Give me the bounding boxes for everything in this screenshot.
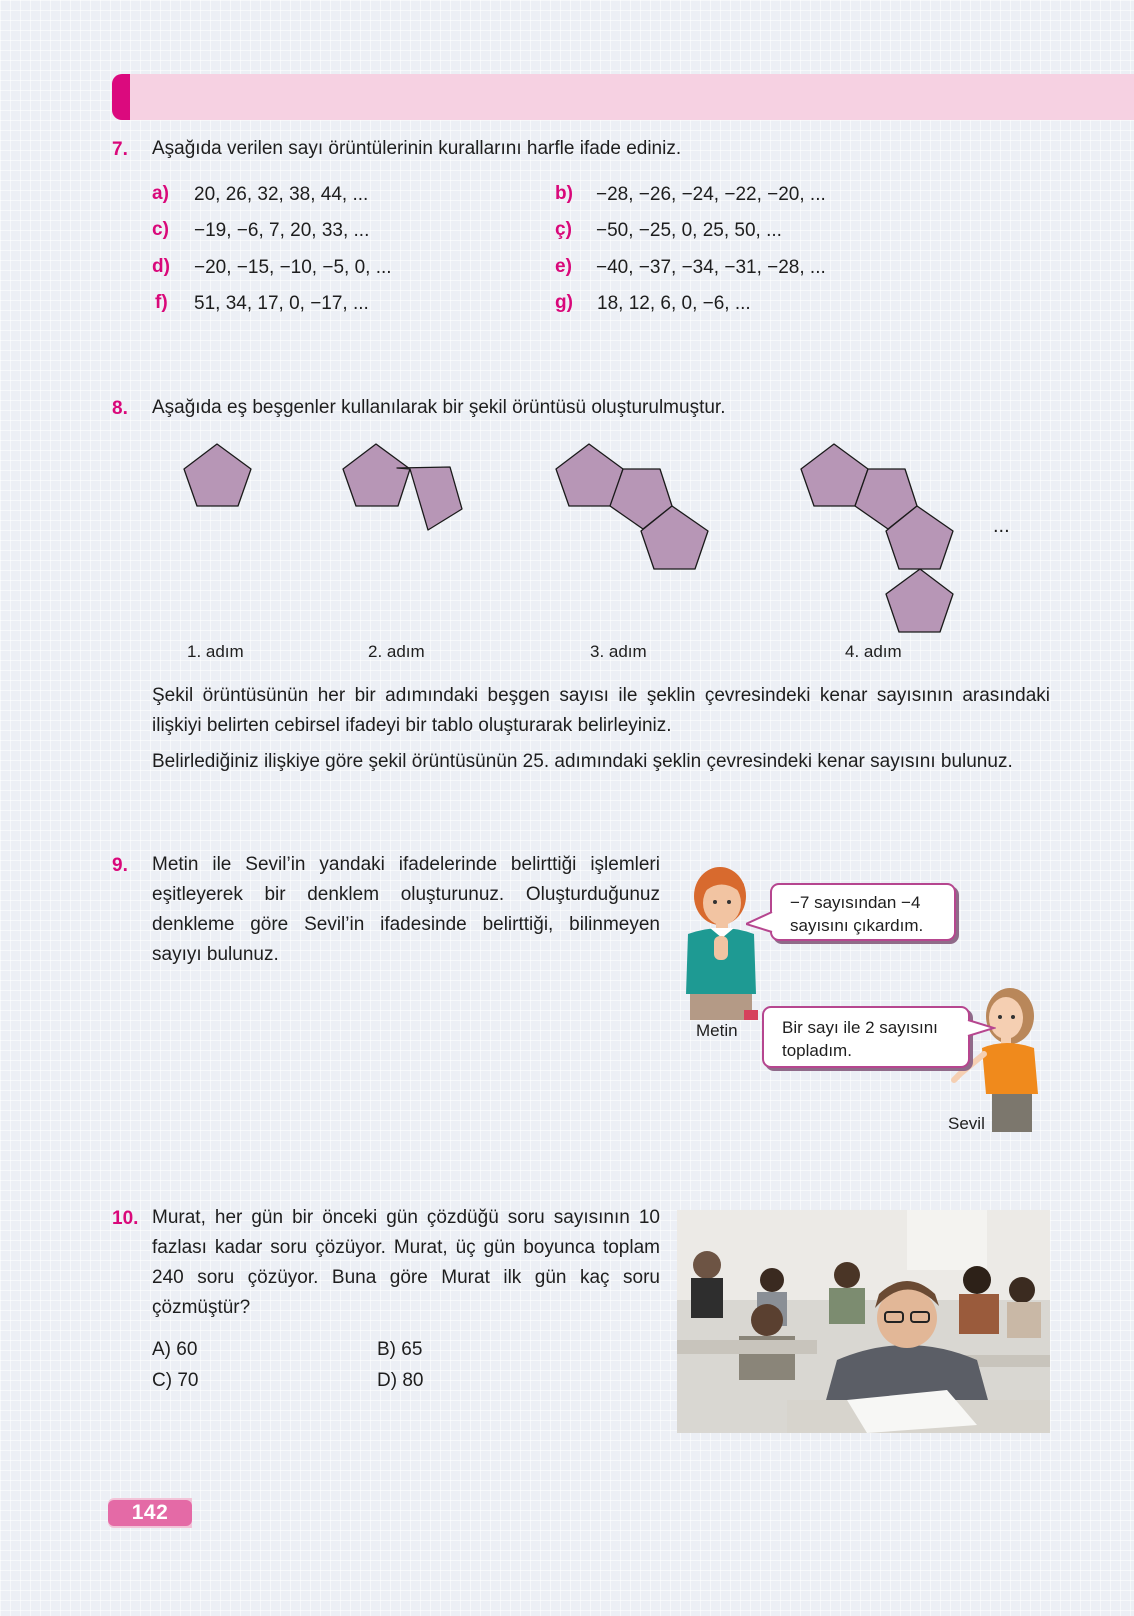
page-number: 142 bbox=[108, 1500, 192, 1526]
metin-name: Metin bbox=[696, 1021, 738, 1040]
q7-label-cc: ç) bbox=[555, 219, 572, 240]
q7-label-f: f) bbox=[155, 292, 168, 313]
q7-label-d: d) bbox=[152, 256, 170, 277]
question-7-number: 7. bbox=[112, 139, 128, 160]
q7-value-f: 51, 34, 17, 0, −17, ... bbox=[194, 293, 369, 314]
question-8-paragraph-2: Belirlediğiniz ilişkiye göre şekil örüntüsünün 25. adımındaki şeklin çevresindeki kenar sayısını bulunuz. bbox=[152, 751, 1013, 772]
option-a: A) 60 bbox=[152, 1339, 198, 1360]
metin-bubble-tail bbox=[746, 912, 774, 934]
q7-label-g: g) bbox=[555, 292, 573, 313]
option-d: D) 80 bbox=[377, 1370, 424, 1391]
option-c: C) 70 bbox=[152, 1370, 199, 1391]
question-10-text: Murat, her gün bir önceki gün çözdüğü soru sayısının 10 fazlası kadar soru çözüyor. Murat, üç gün boyunca toplam 240 soru çözüyor. Buna göre Murat ilk gün kaç soru çözmüştür? bbox=[152, 1207, 660, 1318]
sevil-bubble-tail bbox=[966, 1020, 996, 1040]
question-8-paragraph-1: Şekil örüntüsünün her bir adımındaki beşgen sayısı ile şeklin çevresindeki kenar sayısının arasındaki ilişkiyi belirten cebirsel ifadeyi bir tablo oluşturarak belirleyiniz. bbox=[152, 685, 1050, 736]
question-8-text: Aşağıda eş beşgenler kullanılarak bir şekil örüntüsü oluşturulmuştur. bbox=[152, 397, 726, 418]
q7-label-a: a) bbox=[152, 183, 169, 204]
header-band bbox=[112, 74, 1134, 120]
q7-value-g: 18, 12, 6, 0, −6, ... bbox=[597, 293, 751, 314]
question-9-number: 9. bbox=[112, 855, 128, 876]
q7-value-e: −40, −37, −34, −31, −28, ... bbox=[596, 257, 826, 278]
step-label-1: 1. adım bbox=[187, 642, 244, 661]
sevil-name: Sevil bbox=[948, 1114, 985, 1133]
metin-illustration bbox=[680, 862, 760, 1022]
pattern-ellipsis: ... bbox=[993, 515, 1010, 537]
step-label-4: 4. adım bbox=[845, 642, 902, 661]
question-9-text: Metin ile Sevil’in yandaki ifadelerinde belirttiği işlemleri eşitleyerek bir denklem oluşturunuz. Oluşturduğunuz denkleme göre Sevil’in ifadesinde belirttiği, bilinmeyen sayıyı bulunuz. bbox=[152, 854, 660, 965]
q7-value-cc: −50, −25, 0, 25, 50, ... bbox=[596, 220, 782, 241]
q7-value-a: 20, 26, 32, 38, 44, ... bbox=[194, 184, 369, 205]
pentagon-step4-4 bbox=[886, 569, 953, 632]
metin-speech-bubble: −7 sayısından −4 sayısını çıkardım. bbox=[770, 883, 956, 941]
pentagon-step1-1 bbox=[184, 444, 251, 506]
pentagon-pattern bbox=[0, 430, 1134, 640]
sevil-speech-bubble: Bir sayı ile 2 sayısını topladım. bbox=[762, 1006, 970, 1068]
q7-label-b: b) bbox=[555, 183, 573, 204]
option-b: B) 65 bbox=[377, 1339, 423, 1360]
header-accent bbox=[112, 74, 130, 120]
q7-value-b: −28, −26, −24, −22, −20, ... bbox=[596, 184, 826, 205]
question-7-text: Aşağıda verilen sayı örüntülerinin kurallarını harfle ifade ediniz. bbox=[152, 138, 682, 159]
q7-value-c: −19, −6, 7, 20, 33, ... bbox=[194, 220, 370, 241]
step-label-2: 2. adım bbox=[368, 642, 425, 661]
step-label-3: 3. adım bbox=[590, 642, 647, 661]
question-8-number: 8. bbox=[112, 398, 128, 419]
question-10-number: 10. bbox=[112, 1208, 139, 1229]
q7-label-c: c) bbox=[152, 219, 169, 240]
q7-value-d: −20, −15, −10, −5, 0, ... bbox=[194, 257, 392, 278]
classroom-photo bbox=[677, 1210, 1050, 1433]
q7-label-e: e) bbox=[555, 256, 572, 277]
pentagon-step2-1 bbox=[343, 444, 410, 506]
